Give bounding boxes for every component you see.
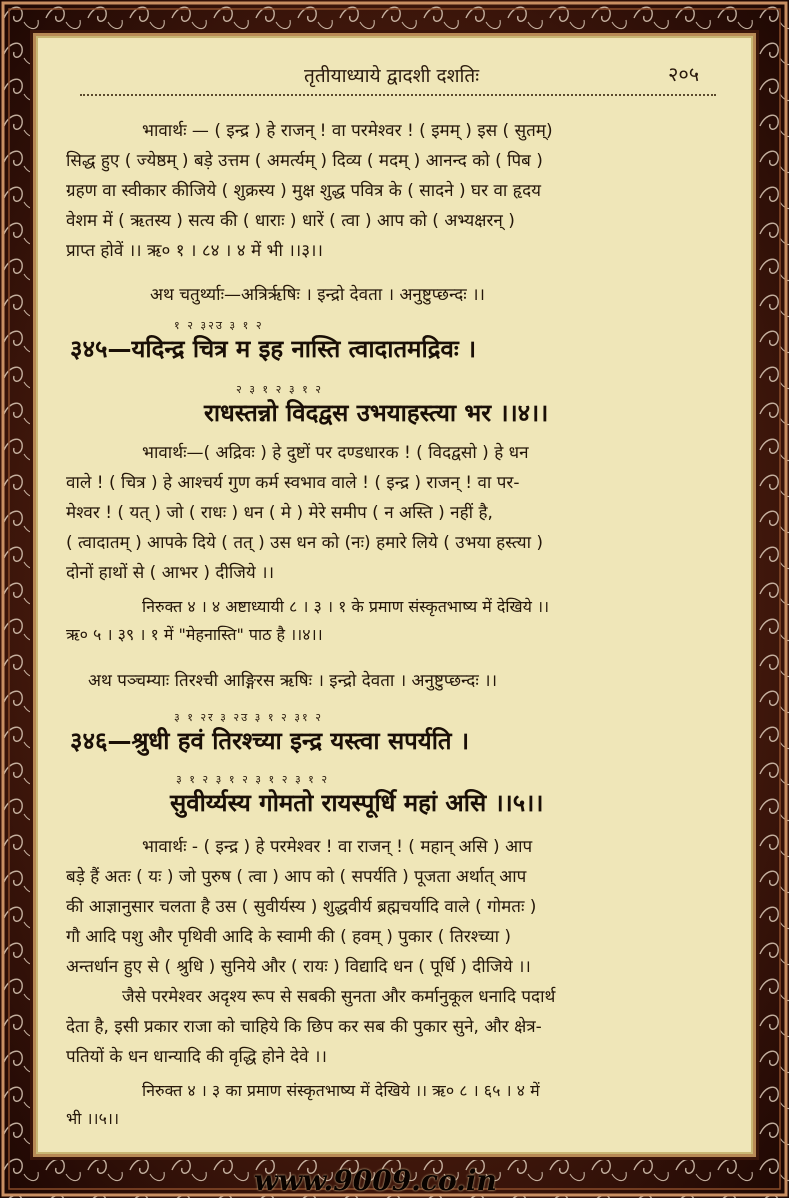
bhavarth-line: अन्तर्धान हुए से ( श्रुधि ) सुनिये और ( रायः ) विद्यादि धन ( पूर्धि ) दीजिये ।। xyxy=(66,957,531,977)
svara-marks: ३ १ २र ३ २उ ३ १ २ ३१ २ xyxy=(174,711,323,724)
page-header xyxy=(36,54,753,94)
svara-marks: २ ३ १ २ ३ १ २ xyxy=(236,383,324,396)
reference-note: निरुक्त ४ । ४ अष्टाध्यायी ८ । ३ । १ के प्रमाण संस्कृतभाष्य में देखिये ।। xyxy=(142,597,550,616)
bhavarth-line: जैसे परमेश्वर अदृश्य रूप से सबकी सुनता और कर्मानुकूल धनादि पदार्थ xyxy=(122,987,556,1007)
website-link[interactable]: www.9009.co.in xyxy=(254,1164,497,1197)
bhavarth-line: की आज्ञानुसार चलता है उस ( सुवीर्यस्य ) शुद्धवीर्य ब्रह्मचर्यादि वाले ( गोमतः ) xyxy=(66,897,537,917)
page-number: २०५ xyxy=(668,62,700,86)
rishi-devata-intro: अथ चतुर्थ्याः—अत्रिर्ऋषिः । इन्द्रो देवता । अनुष्टुप्छन्दः ।। xyxy=(150,285,485,305)
reference-note: भी ।।५।। xyxy=(66,1109,120,1128)
bhavarth-line: पतियों के धन धान्यादि की वृद्धि होने देवे ।। xyxy=(66,1047,327,1067)
bhavarth-line: वाले ! ( चित्र ) हे आश्चर्य गुण कर्म स्वभाव वाले ! ( इन्द्र ) राजन् ! वा पर- xyxy=(66,473,520,493)
bhavarth-line: ( त्वादातम् ) आपके दिये ( तत् ) उस धन को (नः) हमारे लिये ( उभया हस्त्या ) xyxy=(66,533,544,553)
bhavarth-line: भावार्थः — ( इन्द्र ) हे राजन् ! वा परमेश्वर ! ( इमम् ) इस ( सुतम्) xyxy=(142,121,553,141)
verse-346-line-1: ३४६—श्रुधी हवं तिरश्च्या इन्द्र यस्त्वा सपर्यति । xyxy=(70,727,470,755)
chapter-title: तृतीयाध्याये द्वादशी दशतिः xyxy=(304,65,480,87)
verse-345-line-1: ३४५—यदिन्द्र चित्र म इह नास्ति त्वादातमद्रिवः । xyxy=(70,335,477,363)
svara-marks: ३ १ २ ३ १ २ ३ १ २ ३ १ २ xyxy=(176,773,330,786)
bhavarth-line: गौ आदि पशु और पृथिवी आदि के स्वामी की ( हवम् ) पुकार ( तिरश्च्या ) xyxy=(66,927,512,947)
bhavarth-line: वेशम में ( ऋतस्य ) सत्य की ( धाराः ) धारें ( त्वा ) आप को ( अभ्यक्षरन् ) xyxy=(66,211,515,231)
rishi-devata-intro: अथ पञ्चम्याः तिरश्ची आङ्गिरस ऋषिः । इन्द्रो देवता । अनुष्टुप्छन्दः ।। xyxy=(88,671,498,691)
scripture-page xyxy=(36,36,753,1154)
footer xyxy=(0,1160,789,1198)
bhavarth-line: मेश्वर ! ( यत् ) जो ( राधः ) धन ( मे ) मेरे समीप ( न अस्ति ) नहीं है, xyxy=(66,503,493,523)
svara-marks: १ २ ३२उ ३ १ २ xyxy=(174,319,264,332)
verse-346-line-2: सुवीर्य्यस्य गोमतो रायस्पूर्धि महां असि ।।५।। xyxy=(170,789,544,817)
header-rule xyxy=(80,94,716,98)
bhavarth-line: भावार्थः - ( इन्द्र ) हे परमेश्वर ! वा राजन् ! ( महान् असि ) आप xyxy=(142,837,533,857)
bhavarth-line: दोनों हाथों से ( आभर ) दीजिये ।। xyxy=(66,563,275,583)
bhavarth-line: सिद्ध हुए ( ज्येष्ठम् ) बड़े उत्तम ( अमर्त्यम् ) दिव्य ( मदम् ) आनन्द को ( पिब ) xyxy=(66,151,543,171)
bhavarth-line: भावार्थः—( अद्रिवः ) हे दुष्टों पर दण्डधारक ! ( विदद्वसो ) हे धन xyxy=(142,443,529,463)
bhavarth-line: देता है, इसी प्रकार राजा को चाहिये कि छिप कर सब की पुकार सुने, और क्षेत्र- xyxy=(66,1017,542,1037)
reference-note: ऋ० ५ । ३९ । १ में "मेहनास्ति" पाठ है ।।४।। xyxy=(66,625,323,644)
verse-345-line-2: राधस्तन्नो विदद्वस उभयाहस्त्या भर ।।४।। xyxy=(204,399,549,427)
reference-note: निरुक्त ४ । ३ का प्रमाण संस्कृतभाष्य में देखिये ।। ऋ० ८ । ६५ । ४ में xyxy=(142,1081,540,1100)
bhavarth-line: बड़े हैं अतः ( यः ) जो पुरुष ( त्वा ) आप को ( सपर्यति ) पूजता अर्थात् आप xyxy=(66,867,527,887)
bhavarth-line: ग्रहण वा स्वीकार कीजिये ( शुक्रस्य ) मुक्ष शुद्ध पवित्र के ( सादने ) घर वा हृदय xyxy=(66,181,541,201)
bhavarth-line: प्राप्त होवें ।। ऋ० १ । ८४ । ४ में भी ।।३।। xyxy=(66,241,323,261)
